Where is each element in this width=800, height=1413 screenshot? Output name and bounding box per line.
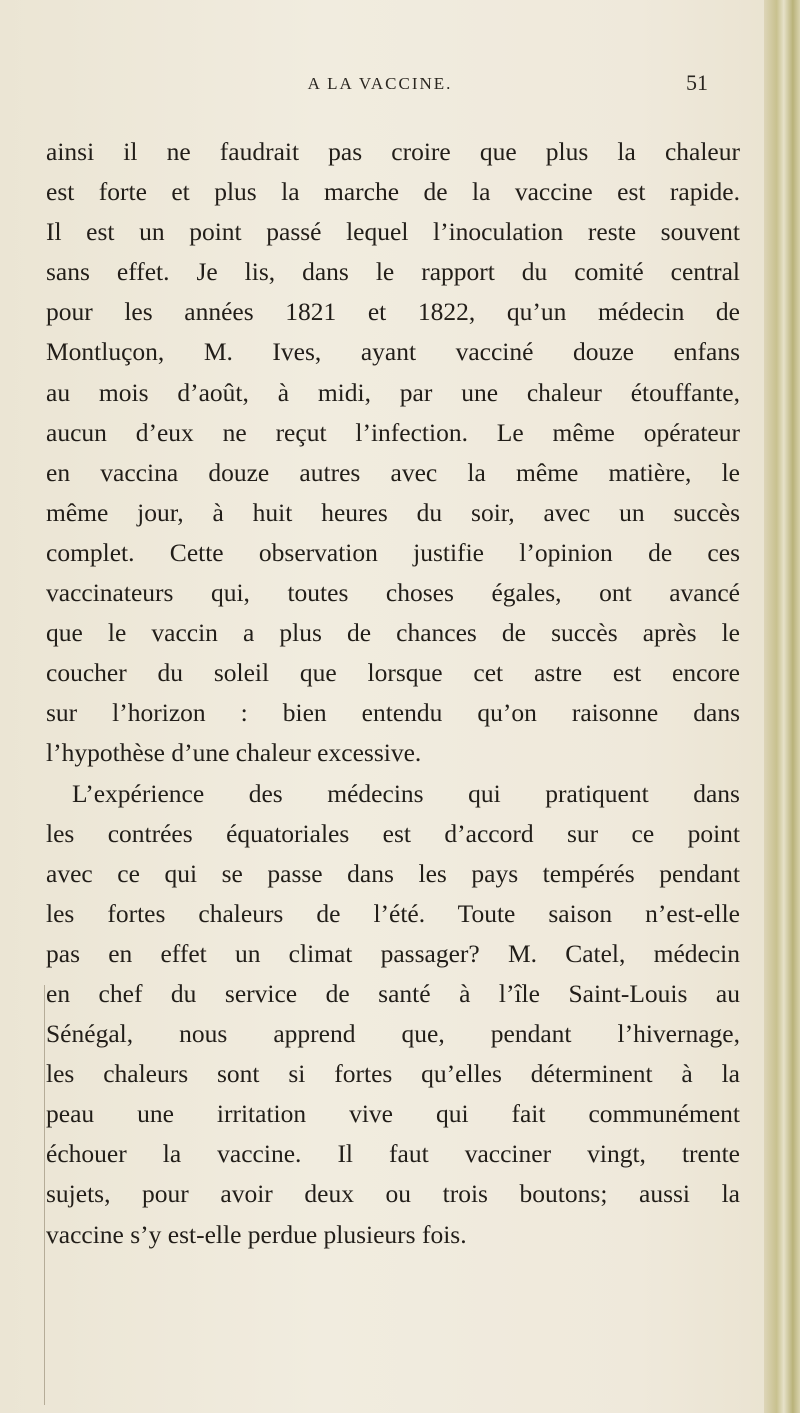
paragraph-end-line: l’hypothèse d’une chaleur excessive. bbox=[46, 738, 422, 768]
text-line: sans effet. Je lis, dans le rapport du comité central bbox=[46, 257, 740, 287]
body-text bbox=[46, 132, 740, 1255]
page-header bbox=[0, 70, 800, 100]
text-line: pour les années 1821 et 1822, qu’un médecin de bbox=[46, 297, 740, 327]
text-line: en vaccina douze autres avec la même matière, le bbox=[46, 457, 740, 487]
text-line: que le vaccin a plus de chances de succès après le bbox=[46, 618, 740, 648]
text-line: sujets, pour avoir deux ou trois boutons; aussi la bbox=[46, 1179, 740, 1209]
paragraph-start-line: L’expérience des médecins qui pratiquent dans bbox=[72, 778, 740, 808]
text-line: échouer la vaccine. Il faut vacciner vingt, trente bbox=[46, 1139, 740, 1169]
text-line: les contrées équatoriales est d’accord sur ce point bbox=[46, 818, 740, 848]
text-line: aucun d’eux ne reçut l’infection. Le même opérateur bbox=[46, 417, 740, 447]
text-line: pas en effet un climat passager? M. Catel, médecin bbox=[46, 938, 740, 968]
text-line: complet. Cette observation justifie l’opinion de ces bbox=[46, 537, 740, 567]
text-line: au mois d’août, à midi, par une chaleur étouffante, bbox=[46, 377, 740, 407]
text-line: coucher du soleil que lorsque cet astre est encore bbox=[46, 658, 740, 688]
margin-rule bbox=[44, 985, 45, 1405]
page-number: 51 bbox=[686, 70, 708, 95]
text-line: même jour, à huit heures du soir, avec un succès bbox=[46, 497, 740, 527]
text-line: est forte et plus la marche de la vaccine est rapide. bbox=[46, 177, 740, 207]
text-line: Sénégal, nous apprend que, pendant l’hivernage, bbox=[46, 1019, 740, 1049]
text-line: les fortes chaleurs de l’été. Toute saison n’est-elle bbox=[46, 898, 740, 928]
text-line: en chef du service de santé à l’île Saint-Louis au bbox=[46, 978, 740, 1008]
text-line: Montluçon, M. Ives, ayant vacciné douze enfans bbox=[46, 337, 740, 367]
running-head: A LA VACCINE. bbox=[307, 74, 453, 93]
text-line: vaccinateurs qui, toutes choses égales, ont avancé bbox=[46, 578, 740, 608]
text-line: sur l’horizon : bien entendu qu’on raisonne dans bbox=[46, 698, 740, 728]
text-line: les chaleurs sont si fortes qu’elles déterminent à la bbox=[46, 1059, 740, 1089]
page-binding-edge bbox=[764, 0, 800, 1413]
text-line: peau une irritation vive qui fait communément bbox=[46, 1099, 740, 1129]
text-line: ainsi il ne faudrait pas croire que plus la chaleur bbox=[46, 137, 740, 166]
text-line: Il est un point passé lequel l’inoculation reste souvent bbox=[46, 217, 740, 247]
text-line: avec ce qui se passe dans les pays tempérés pendant bbox=[46, 858, 740, 888]
paragraph-end-line: vaccine s’y est-elle perdue plusieurs fois. bbox=[46, 1219, 467, 1249]
